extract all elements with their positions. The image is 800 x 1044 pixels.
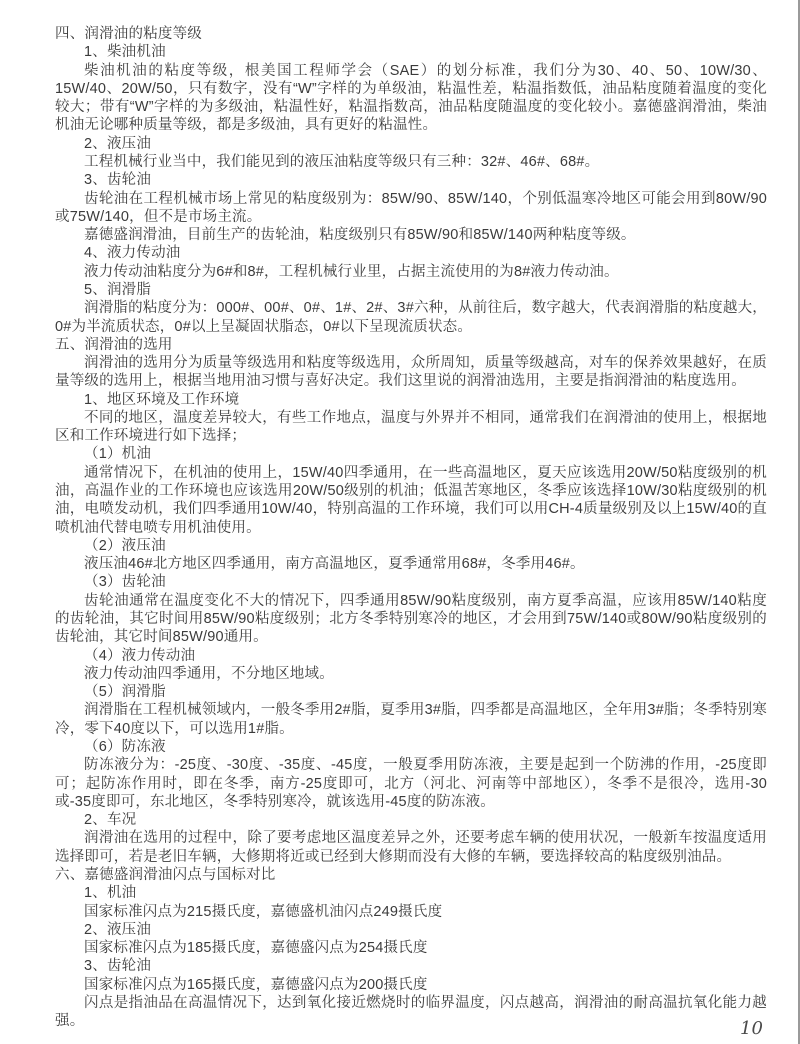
paragraph: 国家标准闪点为165摄氏度，嘉德盛闪点为200摄氏度 bbox=[84, 976, 428, 993]
paragraph: 齿轮油在工程机械市场上常见的粘度级别为：85W/90、85W/140，个别低温寒冷地区可能会用到80W/90或75W/140，但不是市场主流。 bbox=[55, 190, 767, 225]
sub-heading: 4、液力传动油 bbox=[84, 245, 181, 262]
section-heading: 五、润滑油的选用 bbox=[55, 336, 173, 353]
document-body bbox=[55, 25, 767, 1030]
sub-heading: 3、齿轮油 bbox=[84, 172, 152, 189]
paragraph: 嘉德盛润滑油，目前生产的齿轮油，粘度级别只有85W/90和85W/140两种粘度等级。 bbox=[84, 227, 636, 244]
sub-heading: （6）防冻液 bbox=[84, 738, 166, 755]
sub-heading: 5、润滑脂 bbox=[84, 281, 152, 298]
sub-heading: 2、液压油 bbox=[84, 135, 152, 152]
sub-heading: 3、齿轮油 bbox=[84, 958, 152, 975]
paragraph: 防冻液分为：-25度、-30度、-35度、-45度，一般夏季用防冻液，主要是起到一个防沸的作用，-25度即可；起防冻作用时，即在冬季，南方-25度即可，北方（河北、河南等中部地区），冬季不是很冷，选用-30或-35度即可，东北地区，冬季特别寒冷，就该选用-45度的防冻液。 bbox=[55, 757, 767, 810]
sub-heading: 2、液压油 bbox=[84, 921, 152, 938]
page-number: 10 bbox=[740, 1018, 763, 1039]
sub-heading: （3）齿轮油 bbox=[84, 574, 166, 591]
sub-heading: （4）液力传动油 bbox=[84, 647, 196, 664]
paragraph: 液力传动油四季通用，不分地区地域。 bbox=[84, 665, 334, 682]
paragraph: 不同的地区，温度差异较大，有些工作地点，温度与外界并不相同，通常我们在润滑油的使用上，根据地区和工作环境进行如下选择； bbox=[55, 409, 767, 445]
paragraph: 润滑脂的粘度分为：000#、00#、0#、1#、2#、3#六种，从前往后，数字越大，代表润滑脂的粘度越大，0#为半流质状态，0#以上呈凝固状脂态，0#以下呈现流质状态。 bbox=[55, 300, 767, 335]
sub-heading: 2、车况 bbox=[84, 812, 137, 829]
paragraph: 齿轮油通常在温度变化不大的情况下，四季通用85W/90粘度级别，南方夏季高温，应该用85W/140粘度的齿轮油，其它时间用85W/90粘度级别；北方冬季特别寒冷的地区，才会用到75W/140或80W/90粘度级别的齿轮油，其它时间85W/90通用。 bbox=[55, 592, 767, 646]
paragraph: 液力传动油粘度分为6#和8#，工程机械行业里，占据主流使用的为8#液力传动油。 bbox=[84, 263, 619, 280]
paragraph: 闪点是指油品在高温情况下，达到氧化接近燃烧时的临界温度，闪点越高，润滑油的耐高温抗氧化能力越强。 bbox=[55, 994, 767, 1030]
paragraph: 国家标准闪点为185摄氏度，嘉德盛闪点为254摄氏度 bbox=[84, 940, 428, 957]
sub-heading: （1）机油 bbox=[84, 446, 152, 463]
sub-heading: （5）润滑脂 bbox=[84, 684, 166, 701]
paragraph: 柴油机油的粘度等级，根美国工程师学会（SAE）的划分标准，我们分为30、40、50、10W/30、15W/40、20W/50，只有数字，没有“W”字样的为单级油，粘温性差，粘温指数低，油品粘度随着温度的变化较大；带有“W”字样的为多级油，粘温性好，粘温指数高，油品粘度随温度的变化较小。嘉德盛润滑油，柴油机油无论哪种质量等级，都是多级油，具有更好的粘温性。 bbox=[55, 62, 767, 134]
section-heading: 四、润滑油的粘度等级 bbox=[55, 26, 202, 42]
paragraph: 润滑脂在工程机械领域内，一般冬季用2#脂，夏季用3#脂，四季都是高温地区，全年用3#脂；冬季特别寒冷，零下40度以下，可以选用1#脂。 bbox=[55, 702, 767, 737]
paragraph: 润滑油在选用的过程中，除了要考虑地区温度差异之外，还要考虑车辆的使用状况，一般新车按温度适用选择即可，若是老旧车辆，大修期将近或已经到大修期而没有大修的车辆，要选择较高的粘度级别油品。 bbox=[55, 830, 767, 865]
paragraph: 通常情况下，在机油的使用上，15W/40四季通用，在一些高温地区，夏天应该选用20W/50粘度级别的机油，高温作业的工作环境也应该选用20W/50级别的机油；低温苦寒地区，冬季应该选择10W/30粘度级别的机油，电喷发动机，我们四季通用10W/40，特别高温的工作环境，我们可以用CH-4质量级别及以上15W/40的直喷机油代替电喷专用机油使用。 bbox=[55, 464, 767, 536]
paragraph: 工程机械行业当中，我们能见到的液压油粘度等级只有三种：32#、46#、68#。 bbox=[84, 153, 600, 170]
sub-heading: （2）液压油 bbox=[84, 537, 166, 554]
sub-heading: 1、柴油机油 bbox=[84, 44, 166, 61]
section-heading: 六、嘉德盛润滑油闪点与国标对比 bbox=[55, 866, 276, 883]
paragraph: 国家标准闪点为215摄氏度，嘉德盛机油闪点249摄氏度 bbox=[84, 903, 443, 920]
paragraph: 液压油46#北方地区四季通用，南方高温地区，夏季通常用68#，冬季用46#。 bbox=[84, 556, 585, 573]
paragraph: 润滑油的选用分为质量等级选用和粘度等级选用，众所周知，质量等级越高，对车的保养效果越好，在质量等级的选用上，根据当地用油习惯与喜好决定。我们这里说的润滑油选用，主要是指润滑油的粘度选用。 bbox=[55, 355, 767, 390]
sub-heading: 1、机油 bbox=[84, 885, 137, 902]
sub-heading: 1、地区环境及工作环境 bbox=[84, 391, 240, 408]
